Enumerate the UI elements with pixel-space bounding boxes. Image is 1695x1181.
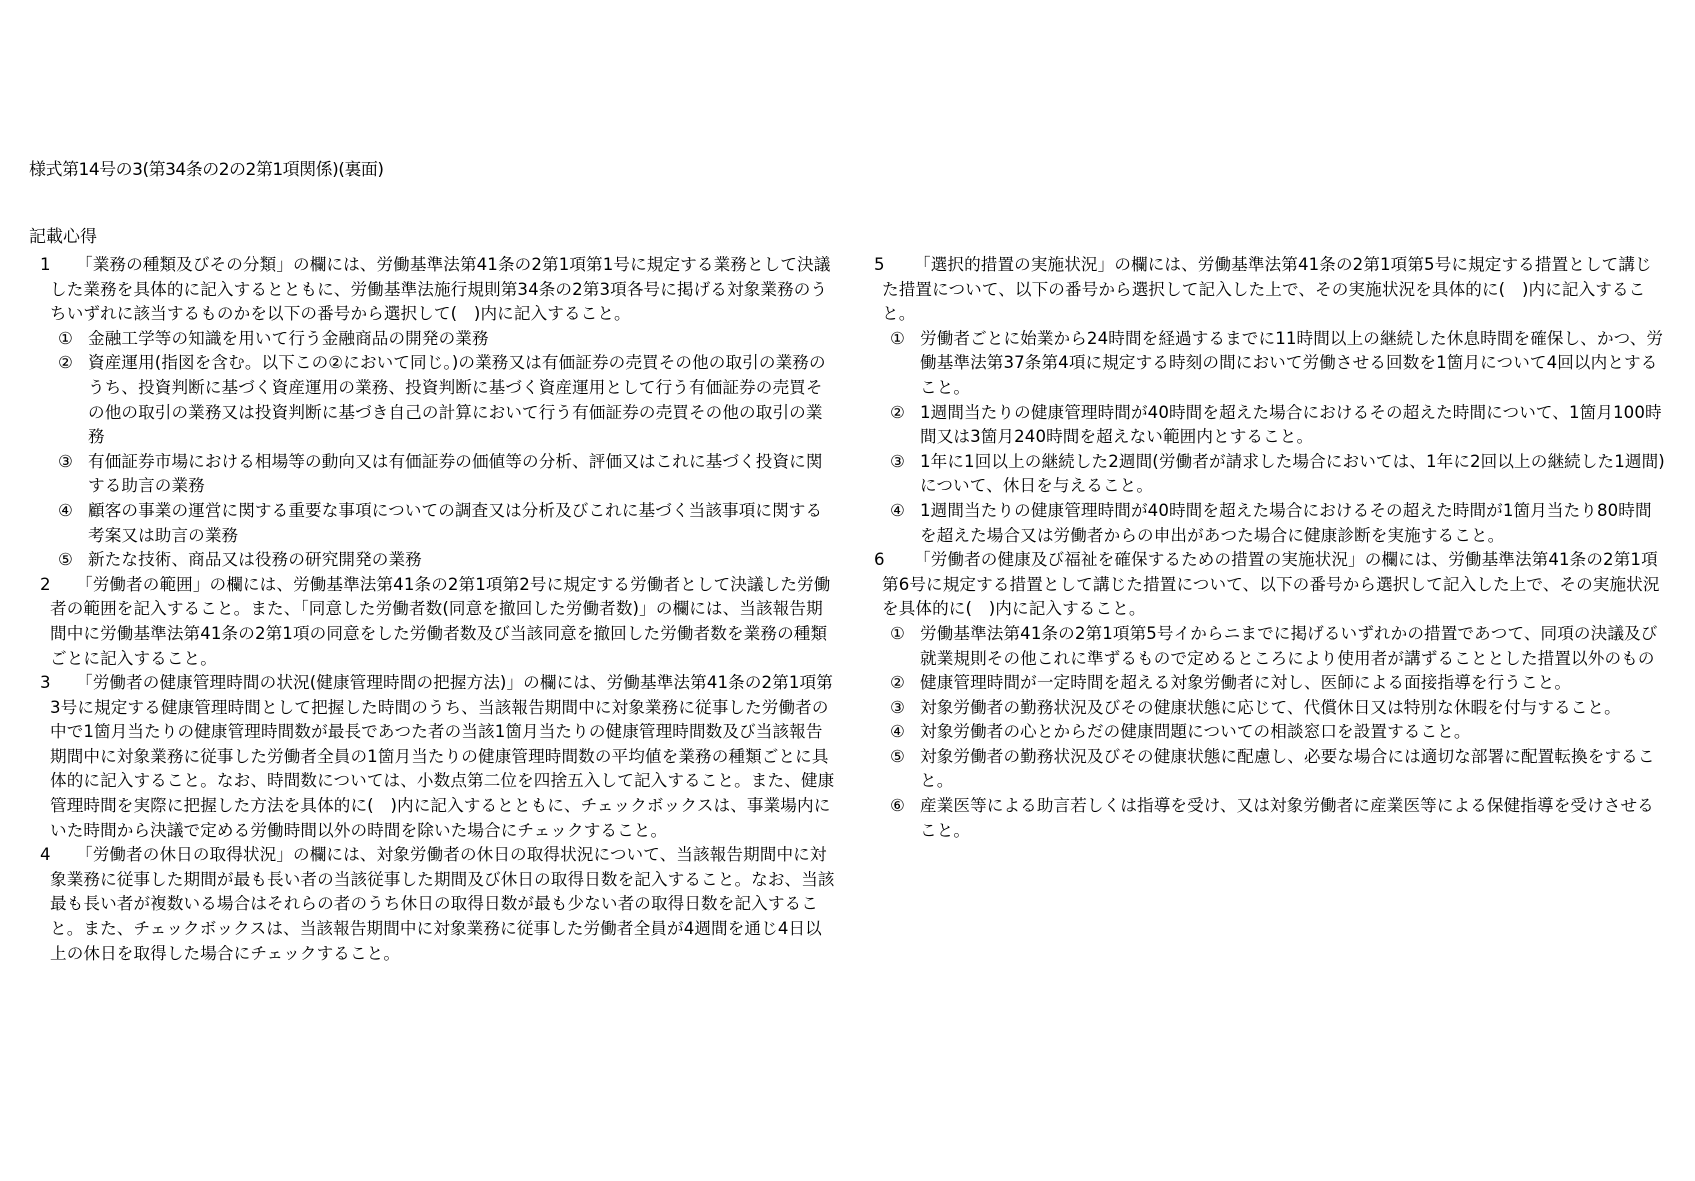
item-number: 3: [40, 673, 51, 693]
instruction-item-1: [28, 253, 836, 327]
subitem: [868, 499, 1668, 548]
subitem-text: 1年に1回以上の継続した2週間(労働者が請求した場合においては、1年に2回以上の継続した1週間)について、休日を与えること。: [920, 451, 1665, 496]
subitem-text: 対象労働者の勤務状況及びその健康状態に応じて、代償休日又は特別な休暇を付与すること。: [920, 697, 1621, 717]
subitem: [28, 351, 836, 449]
subitem-mark: ④: [890, 500, 905, 520]
subitem-mark: ①: [890, 328, 905, 348]
subitem-mark: ③: [890, 697, 905, 717]
subitem-text: 顧客の事業の運営に関する重要な事項についての調査又は分析及びこれに基づく当該事項に関する考案又は助言の業務: [88, 500, 823, 545]
subitem-mark: ③: [890, 451, 905, 471]
subitem-text: 対象労働者の心とからだの健康問題についての相談窓口を設置すること。: [920, 722, 1471, 742]
instruction-item-3: [28, 671, 836, 843]
subitem-text: 労働者ごとに始業から24時間を経過するまでに11時間以上の継続した休息時間を確保し、かつ、労働基準法第37条第4項に規定する時刻の間において労働させる回数を1箇月について4回以内とすること。: [920, 328, 1664, 397]
right-column: [868, 253, 1668, 843]
subitem-text: 有価証券市場における相場等の動向又は有価証券の価値等の分析、評価又はこれに基づく投資に関する助言の業務: [88, 451, 823, 496]
subitem: [868, 450, 1668, 499]
subitem: [868, 671, 1668, 696]
item-text: 「労働者の休日の取得状況」の欄には、対象労働者の休日の取得状況について、当該報告期間中に対象業務に従事した期間が最も長い者の当該従事した期間及び休日の取得日数を記入すること。なお、当該最も長い者が複数いる場合はそれらの者のうち休日の取得日数が最も少ない者の取得日数を記入すること。また、チェックボックスは、当該報告期間中に対象業務に従事した労働者全員が4週間を通じ4日以上の休日を取得した場合にチェックすること。: [50, 845, 835, 963]
subitem: [868, 794, 1668, 843]
subitem-text: 新たな技術、商品又は役務の研究開発の業務: [88, 550, 422, 570]
subitem: [868, 696, 1668, 721]
item-text: 「労働者の範囲」の欄には、労働基準法第41条の2第1項第2号に規定する労働者として決議した労働者の範囲を記入すること。また、「同意した労働者数(同意を撤回した労働者数)」の欄には、当該報告期間中に労働基準法第41条の2第1項の同意をした労働者数及び当該同意を撤回した労働者数を業務の種類ごとに記入すること。: [50, 574, 831, 668]
subitem-mark: ④: [58, 500, 73, 520]
section-title: 記載心得: [29, 227, 97, 247]
item-number: 6: [874, 550, 885, 570]
subitem-text: 資産運用(指図を含む。以下この②において同じ。)の業務又は有価証券の売買その他の取引の業務のうち、投資判断に基づく資産運用の業務、投資判断に基づく資産運用として行う有価証券の売買その他の取引の業務又は投資判断に基づき自己の計算において行う有価証券の売買その他の取引の業務: [88, 353, 826, 447]
subitem-mark: ⑤: [58, 550, 73, 570]
instruction-item-6: [868, 548, 1668, 622]
item-number: 4: [40, 845, 51, 865]
subitem: [868, 622, 1668, 671]
item-text: 「選択的措置の実施状況」の欄には、労働基準法第41条の2第1項第5号に規定する措置として講じた措置について、以下の番号から選択して記入した上で、その実施状況を具体的に( )内に記入すること。: [882, 255, 1652, 324]
item-text: 「労働者の健康及び福祉を確保するための措置の実施状況」の欄には、労働基準法第41条の2第1項第6号に規定する措置として講じた措置について、以下の番号から選択して記入した上で、その実施状況を具体的に( )内に記入すること。: [882, 550, 1660, 619]
instruction-item-4: [28, 843, 836, 966]
subitem-text: 金融工学等の知識を用いて行う金融商品の開発の業務: [88, 328, 489, 348]
subitem: [868, 720, 1668, 745]
subitem-mark: ⑤: [890, 746, 905, 766]
subitem-mark: ①: [890, 623, 905, 643]
subitem-text: 1週間当たりの健康管理時間が40時間を超えた場合におけるその超えた時間について、1箇月100時間又は3箇月240時間を超えない範囲内とすること。: [920, 402, 1662, 447]
subitem-mark: ①: [58, 328, 73, 348]
subitem-mark: ④: [890, 722, 905, 742]
subitem: [868, 401, 1668, 450]
subitem-mark: ③: [58, 451, 73, 471]
item-number: 5: [874, 255, 885, 274]
subitem-mark: ②: [58, 353, 73, 373]
subitem-text: 産業医等による助言若しくは指導を受け、又は対象労働者に産業医等による保健指導を受けさせること。: [920, 796, 1654, 840]
subitem: [868, 745, 1668, 794]
subitem-mark: ②: [890, 402, 905, 422]
subitem-text: 労働基準法第41条の2第1項第5号イからニまでに掲げるいずれかの措置であつて、同項の決議及び就業規則その他これに準ずるもので定めるところにより使用者が講ずることとした措置以外のもの: [920, 623, 1658, 668]
item-number: 2: [40, 574, 51, 594]
subitem: [28, 327, 836, 352]
subitem: [28, 548, 836, 573]
subitem-text: 対象労働者の勤務状況及びその健康状態に配慮し、必要な場合には適切な部署に配置転換をすること。: [920, 746, 1655, 791]
item-text: 「労働者の健康管理時間の状況(健康管理時間の把握方法)」の欄には、労働基準法第41条の2第1項第3号に規定する健康管理時間として把握した時間のうち、当該報告期間中に対象業務に従事した労働者の中で1箇月当たりの健康管理時間数が最長であつた者の当該1箇月当たりの健康管理時間数及び当該報告期間中に対象業務に従事した労働者全員の1箇月当たりの健康管理時間数の平均値を業務の種類ごとに具体的に記入すること。なお、時間数については、小数点第二位を四捨五入して記入すること。また、健康管理時間を実際に把握した方法を具体的に( )内に記入するとともに、チェックボックスは、事業場内にいた時間から決議で定める労働時間以外の時間を除いた場合にチェックすること。: [50, 673, 835, 840]
subitem: [868, 327, 1668, 401]
item-text: 「業務の種類及びその分類」の欄には、労働基準法第41条の2第1項第1号に規定する業務として決議した業務を具体的に記入するとともに、労働基準法施行規則第34条の2第3項各号に掲げる対象業務のうちいずれに該当するものかを以下の番号から選択して( )内に記入すること。: [50, 255, 831, 324]
subitem: [28, 499, 836, 548]
subitem-text: 健康管理時間が一定時間を超える対象労働者に対し、医師による面接指導を行うこと。: [920, 673, 1572, 693]
instruction-item-5: [868, 253, 1668, 327]
left-column: [28, 253, 836, 966]
subitem-mark: ⑥: [890, 796, 905, 816]
instruction-item-2: [28, 573, 836, 671]
subitem: [28, 450, 836, 499]
item-number: 1: [40, 255, 51, 274]
subitem-mark: ②: [890, 673, 905, 693]
subitem-text: 1週間当たりの健康管理時間が40時間を超えた場合におけるその超えた時間が1箇月当たり80時間を超えた場合又は労働者からの申出があつた場合に健康診断を実施すること。: [920, 500, 1652, 545]
form-title: 様式第14号の3(第34条の2の2第1項関係)(裏面): [29, 160, 384, 180]
